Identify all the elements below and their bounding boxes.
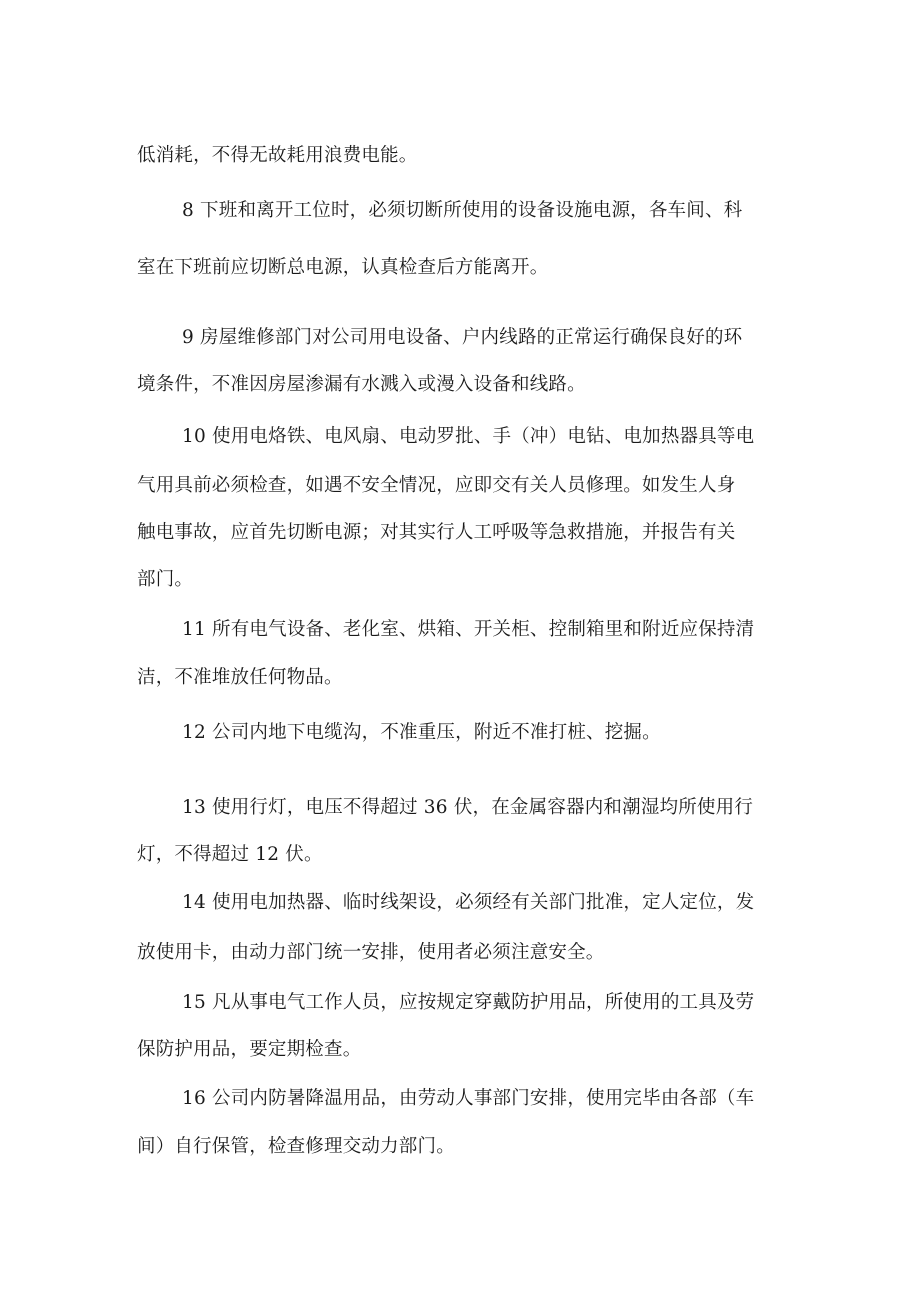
paragraph-line: 14 使用电加热器、临时线架设，必须经有关部门批准，定人定位，发 xyxy=(182,892,755,913)
paragraph-line: 12 公司内地下电缆沟，不准重压，附近不准打桩、挖掘。 xyxy=(182,722,661,743)
paragraph-line: 触电事故，应首先切断电源；对其实行人工呼吸等急救措施，并报告有关 xyxy=(137,522,736,543)
paragraph-line: 11 所有电气设备、老化室、烘箱、开关柜、控制箱里和附近应保持清 xyxy=(182,619,755,640)
paragraph-line: 部门。 xyxy=(137,569,194,590)
paragraph-line: 9 房屋维修部门对公司用电设备、户内线路的正常运行确保良好的环 xyxy=(182,327,743,348)
paragraph-line: 灯，不得超过 12 伏。 xyxy=(137,844,323,865)
paragraph-line: 气用具前必须检查，如遇不安全情况，应即交有关人员修理。如发生人身 xyxy=(137,475,736,496)
paragraph-line: 13 使用行灯，电压不得超过 36 伏，在金属容器内和潮湿均所使用行 xyxy=(182,797,754,818)
paragraph-line: 低消耗，不得无故耗用浪费电能。 xyxy=(137,145,418,166)
paragraph-line: 洁，不准堆放任何物品。 xyxy=(137,667,343,688)
paragraph-line: 保防护用品，要定期检查。 xyxy=(137,1039,362,1060)
paragraph-line: 15 凡从事电气工作人员，应按规定穿戴防护用品，所使用的工具及劳 xyxy=(182,992,755,1013)
paragraph-line: 16 公司内防暑降温用品，由劳动人事部门安排，使用完毕由各部（车 xyxy=(182,1088,755,1109)
paragraph-line: 间）自行保管，检查修理交动力部门。 xyxy=(137,1136,455,1157)
paragraph-line: 室在下班前应切断总电源，认真检查后方能离开。 xyxy=(137,257,549,278)
paragraph-line: 境条件，不准因房屋渗漏有水溅入或漫入设备和线路。 xyxy=(137,374,586,395)
paragraph-line: 放使用卡，由动力部门统一安排，使用者必须注意安全。 xyxy=(137,942,605,963)
paragraph-line: 8 下班和离开工位时，必须切断所使用的设备设施电源，各车间、科 xyxy=(182,200,743,221)
paragraph-line: 10 使用电烙铁、电风扇、电动罗批、手（冲）电钻、电加热器具等电 xyxy=(182,426,755,447)
